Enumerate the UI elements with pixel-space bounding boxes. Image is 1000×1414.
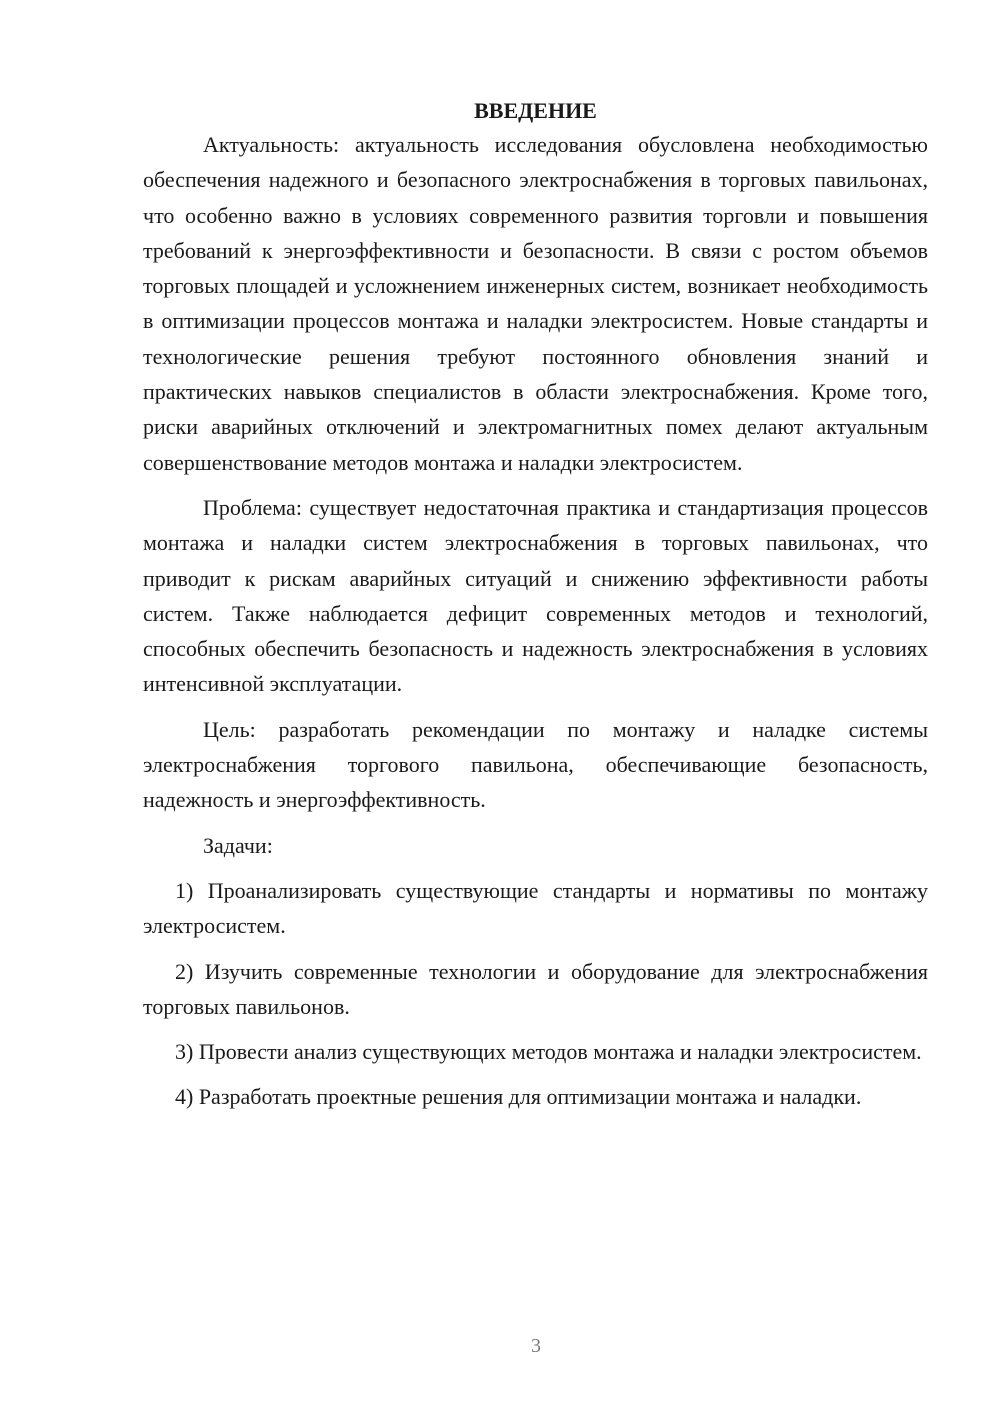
task-item-2: 2) Изучить современные технологии и оборудование для электроснабжения торговых павильонов. [143,958,928,1019]
page-number: 3 [531,1335,541,1357]
task-item-4: 4) Разработать проектные решения для оптимизации монтажа и наладки. [175,1084,862,1110]
tasks-heading: Задачи: [203,832,273,858]
task-item-1: 1) Проанализировать существующие стандарты и нормативы по монтажу электросистем. [143,877,928,939]
section-title: ВВЕДЕНИЕ [474,98,597,123]
paragraph-relevance: Актуальность: актуальность исследования обусловлена необходимостью обеспечения надежного и безопасного электроснабжения в торговых павильонах, что особенно важно в условиях современного развития торговли и повышения требований к энергоэффективности и безопасности. В связи с ростом объемов торговых площадей и усложнением инженерных систем, возникает необходимость в оптимизации процессов монтажа и наладки электросистем. Новые стандарты и технологические решения требуют постоянного обновления знаний и практических навыков специалистов в области электроснабжения. Кроме того, риски аварийных отключений и электромагнитных помех делают актуальным совершенствование методов монтажа и наладки электросистем. [143,132,928,475]
task-item-3: 3) Провести анализ существующих методов монтажа и наладки электросистем. [175,1039,922,1065]
paragraph-goal: Цель: разработать рекомендации по монтажу и наладке системы электроснабжения торгового павильона, обеспечивающие безопасность, надежность и энергоэффективность. [143,716,928,813]
paragraph-problem: Проблема: существует недостаточная практика и стандартизация процессов монтажа и наладки систем электроснабжения в торговых павильонах, что приводит к рискам аварийных ситуаций и снижению эффективности работы систем. Также наблюдается дефицит современных методов и технологий, способных обеспечить безопасность и надежность электроснабжения в условиях интенсивной эксплуатации. [143,494,928,697]
page-content [143,94,928,1115]
